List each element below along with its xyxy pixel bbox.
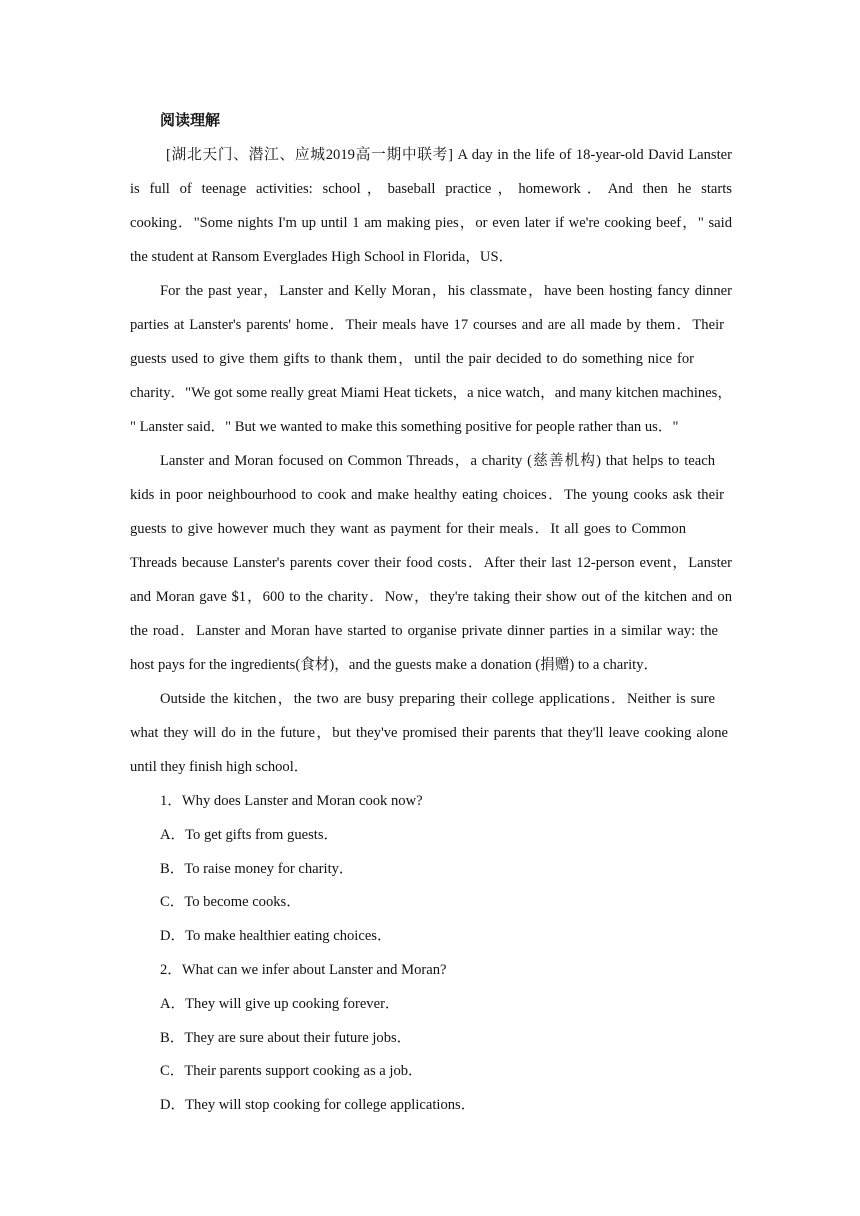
passage-line: what they will do in the future，but they've promised their parents that they'll leave cooking alone [130, 725, 728, 741]
question-option: D．To make healthier eating choices． [160, 928, 392, 944]
question-option: B．They are sure about their future jobs． [160, 1030, 412, 1046]
question-option: D．They will stop cooking for college applications． [160, 1097, 476, 1113]
question-option: A．They will give up cooking forever． [160, 996, 400, 1012]
passage-line: cooking．"Some nights I'm up until 1 am making pies，or even later if we're cooking beef，" said [130, 215, 732, 231]
passage-line: and Moran gave $1，600 to the charity．Now，they're taking their show out of the kitchen and on [130, 589, 732, 605]
passage-line: host pays for the ingredients(食材)，and the guests make a donation (捐赠) to a charity． [130, 657, 659, 673]
question-option: A．To get gifts from guests． [160, 827, 339, 843]
passage-line: parties at Lanster's parents' home．Their meals have 17 courses and are all made by them．Their [130, 317, 724, 333]
section-title: 阅读理解 [160, 113, 221, 129]
passage-line: Outside the kitchen，the two are busy preparing their college applications．Neither is sure [160, 691, 715, 707]
passage-line: Lanster and Moran focused on Common Threads，a charity (慈善机构) that helps to teach [160, 453, 715, 469]
passage-line: until they finish high school． [130, 759, 309, 775]
question-option: B．To raise money for charity． [160, 861, 354, 877]
passage-line: guests used to give them gifts to thank them，until the pair decided to do something nice for [130, 351, 694, 367]
passage-line: charity．"We got some really great Miami Heat tickets，a nice watch，and many kitchen machines， [130, 385, 732, 401]
passage-line: " Lanster said．" But we wanted to make this something positive for people rather than us．" [130, 419, 679, 435]
passage-line: Threads because Lanster's parents cover their food costs．After their last 12-person event，Lanster [130, 555, 732, 571]
question-stem: 1．Why does Lanster and Moran cook now? [160, 793, 423, 809]
passage-line: For the past year，Lanster and Kelly Moran，his classmate，have been hosting fancy dinner [160, 283, 732, 299]
passage-line: the road．Lanster and Moran have started to organise private dinner parties in a similar way: the [130, 623, 718, 639]
passage-line: the student at Ransom Everglades High School in Florida，US． [130, 249, 514, 265]
passage-line: [湖北天门、潜江、应城2019高一期中联考] A day in the life of 18-year-old David Lanster [166, 147, 732, 163]
passage-line: kids in poor neighbourhood to cook and make healthy eating choices．The young cooks ask their [130, 487, 724, 503]
passage-line: guests to give however much they want as payment for their meals．It all goes to Common [130, 521, 686, 537]
question-stem: 2．What can we infer about Lanster and Moran? [160, 962, 447, 978]
question-option: C．To become cooks． [160, 894, 301, 910]
question-option: C．Their parents support cooking as a job． [160, 1063, 423, 1079]
passage-line: is full of teenage activities: school，baseball practice，homework．And then he starts [130, 181, 732, 197]
